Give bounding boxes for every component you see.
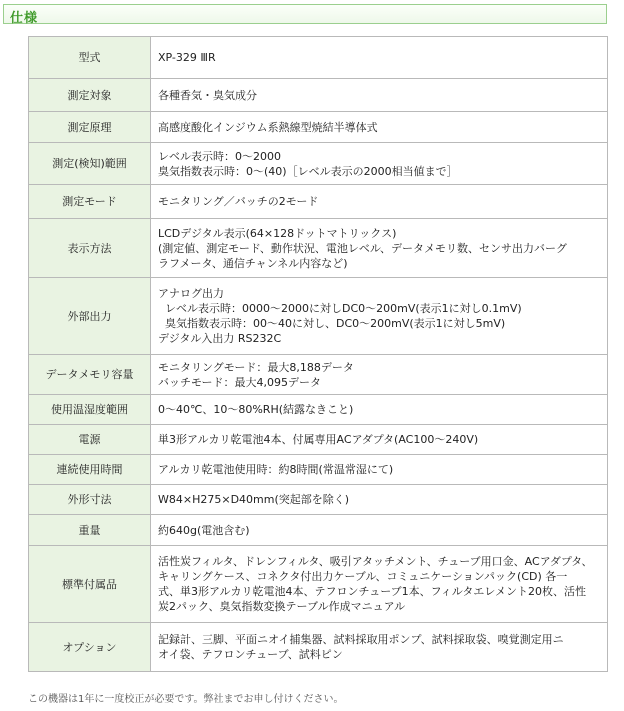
spec-label: 測定対象: [29, 79, 151, 112]
spec-row-range: [29, 143, 608, 185]
spec-value: [151, 515, 608, 546]
spec-row-runtime: [29, 455, 608, 485]
spec-value-line: 炭2パック、臭気指数変換テーブル作成マニュアル: [158, 600, 406, 613]
spec-value-line: 単3形アルカリ乾電池4本、付属専用ACアダプタ(AC100～240V): [158, 433, 479, 446]
spec-value: [151, 219, 608, 278]
spec-label: 使用温湿度範囲: [29, 395, 151, 425]
spec-value: [151, 112, 608, 143]
spec-value-line: デジタル入出力 RS232C: [158, 332, 282, 345]
spec-value-line: XP-329 ⅢR: [158, 51, 216, 64]
spec-value-line: 臭気指数表示時：0～(40)［レベル表示の2000相当値まで］: [158, 164, 458, 178]
spec-row-mode: [29, 185, 608, 219]
spec-row-model: [29, 37, 608, 79]
spec-value: [151, 355, 608, 395]
spec-row-memory: [29, 355, 608, 395]
spec-label: 外部出力: [29, 278, 151, 355]
spec-value: [151, 278, 608, 355]
spec-value-line: ラフメータ、通信チャンネル内容など): [158, 256, 348, 270]
spec-value-line: W84×H275×D40mm(突起部を除く): [158, 493, 350, 506]
spec-value-line: 活性炭フィルタ、ドレンフィルタ、吸引アタッチメント、チューブ用口金、ACアダプタ、: [158, 555, 593, 568]
spec-row-dimensions: [29, 485, 608, 515]
spec-value-line: 約640g(電池含む): [158, 523, 250, 537]
spec-row-target: [29, 79, 608, 112]
spec-label: オプション: [29, 623, 151, 672]
spec-value-line: アナログ出力: [158, 287, 224, 300]
spec-row-accessories: [29, 546, 608, 623]
spec-label: 表示方法: [29, 219, 151, 278]
spec-table-body: [29, 37, 608, 672]
spec-value: [151, 79, 608, 112]
spec-label: 重量: [29, 515, 151, 546]
spec-value-line: モニタリング／バッチの2モード: [158, 195, 319, 208]
spec-value: [151, 546, 608, 623]
spec-value-line: 0～40℃、10～80%RH(結露なきこと): [158, 403, 354, 416]
spec-value-line: LCDデジタル表示(64×128ドットマトリックス): [158, 226, 397, 240]
spec-row-power: [29, 425, 608, 455]
spec-row-options: [29, 623, 608, 672]
spec-value-line: レベル表示時：0000～2000に対しDC0～200mV(表示1に対し0.1mV): [158, 302, 522, 315]
spec-value-line: 高感度酸化インジウム系熱線型焼結半導体式: [158, 120, 378, 134]
spec-table: [28, 36, 608, 672]
spec-value: [151, 37, 608, 79]
spec-row-output: [29, 278, 608, 355]
spec-row-weight: [29, 515, 608, 546]
spec-row-display: [29, 219, 608, 278]
spec-value-line: オイ袋、テフロンチューブ、試料ピン: [158, 648, 343, 661]
footnote: この機器は1年に一度校正が必要です。弊社までお申し付けください。: [28, 694, 344, 705]
spec-label: 外形寸法: [29, 485, 151, 515]
spec-value-line: 臭気指数表示時：00～40に対し、DC0～200mV(表示1に対し5mV): [158, 317, 506, 330]
spec-label: 連続使用時間: [29, 455, 151, 485]
spec-value: [151, 425, 608, 455]
spec-value-line: アルカリ乾電池使用時：約8時間(常温常湿にて): [158, 463, 394, 476]
spec-value-line: モニタリングモード：最大8,188データ: [158, 360, 354, 374]
spec-value: [151, 623, 608, 672]
spec-value-line: 記録計、三脚、平面ニオイ捕集器、試料採取用ポンプ、試料採取袋、嗅覚測定用ニ: [158, 633, 564, 646]
spec-value: [151, 143, 608, 185]
spec-label: 型式: [29, 37, 151, 79]
spec-value-line: キャリングケース、コネクタ付出力ケーブル、コミュニケーションパック(CD) 各一: [158, 570, 568, 583]
spec-value-line: (測定値、測定モード、動作状況、電池レベル、データメモリ数、センサ出力バーグ: [158, 241, 567, 255]
spec-row-environment: [29, 395, 608, 425]
spec-label: 測定原理: [29, 112, 151, 143]
spec-value: [151, 185, 608, 219]
spec-label: データメモリ容量: [29, 355, 151, 395]
spec-value: [151, 395, 608, 425]
spec-value: [151, 485, 608, 515]
spec-value-line: 式、単3形アルカリ乾電池4本、テフロンチューブ1本、フィルタエレメント20枚、活性: [158, 585, 587, 598]
spec-row-principle: [29, 112, 608, 143]
spec-label: 測定モード: [29, 185, 151, 219]
section-title: 仕様: [10, 11, 39, 26]
section-heading: [3, 4, 607, 24]
spec-value-line: レベル表示時：0～2000: [158, 149, 281, 163]
spec-value: [151, 455, 608, 485]
spec-value-line: 各種香気・臭気成分: [158, 88, 257, 102]
spec-value-line: バッチモード：最大4,095データ: [158, 375, 322, 389]
spec-label: 標準付属品: [29, 546, 151, 623]
spec-label: 測定(検知)範囲: [29, 143, 151, 185]
spec-label: 電源: [29, 425, 151, 455]
